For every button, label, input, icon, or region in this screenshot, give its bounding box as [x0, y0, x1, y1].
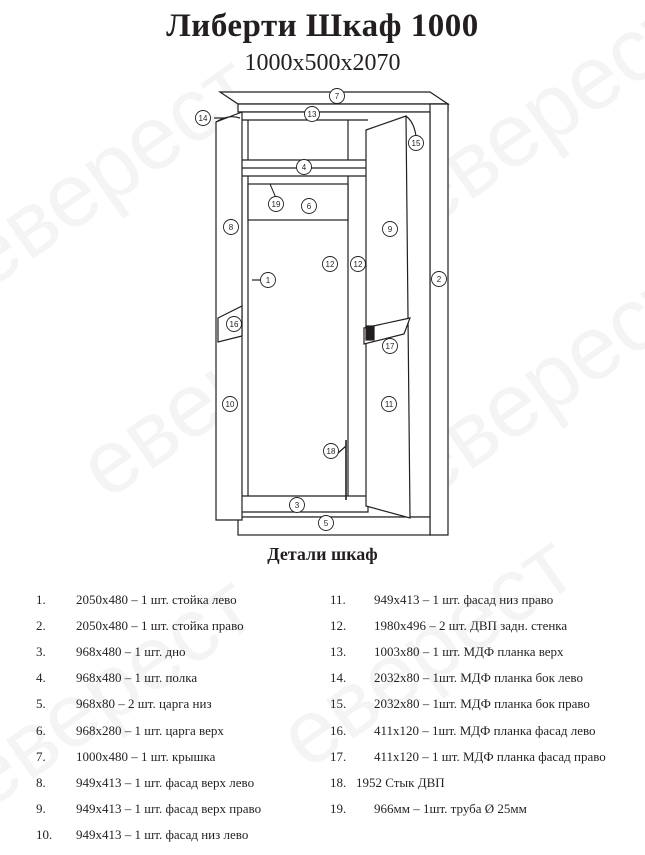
- part-description: 2050x480 – 1 шт. стойка право: [76, 618, 244, 634]
- part-description: 949x413 – 1 шт. фасад верх право: [76, 800, 262, 816]
- part-description: 2050x480 – 1 шт. стойка лево: [76, 592, 237, 607]
- upper-rail: [248, 184, 348, 220]
- part-description: 1003x80 – 1 шт. МДФ планка верх: [374, 644, 564, 660]
- part-number: 10.: [36, 826, 53, 842]
- callout-label: 8: [228, 223, 234, 232]
- part-description: 968x480 – 1 шт. дно: [76, 644, 186, 660]
- callout-label: 1: [265, 276, 271, 285]
- part-description: 1980x496 – 2 шт. ДВП задн. стенка: [374, 618, 568, 634]
- callout-label: 7: [334, 92, 340, 101]
- callout-label: 10: [225, 400, 235, 409]
- callout-label: 11: [384, 400, 394, 409]
- part-number: 4.: [36, 670, 46, 686]
- part-description: 411x120 – 1шт. МДФ планка фасад лево: [374, 722, 596, 738]
- part-number: 6.: [36, 722, 46, 738]
- part-description: 2032x80 – 1шт. МДФ планка бок право: [374, 696, 590, 712]
- part-number: 11.: [330, 592, 346, 607]
- part-number: 17.: [330, 748, 347, 764]
- part-description: 968x280 – 1 шт. царга верх: [76, 722, 224, 738]
- callout-label: 15: [411, 139, 421, 148]
- part-description: 2032x80 – 1шт. МДФ планка бок лево: [374, 670, 583, 686]
- callout-label: 16: [229, 320, 239, 329]
- part-number: 7.: [36, 748, 46, 764]
- callout-label: 18: [326, 447, 336, 456]
- part-description: 968x80 – 2 шт. царга низ: [76, 696, 212, 712]
- right-side-panel: [430, 104, 448, 535]
- part-number: 14.: [330, 670, 347, 686]
- parts-title: Детали шкаф: [267, 544, 378, 564]
- part-number: 9.: [36, 800, 46, 816]
- callout-label: 14: [198, 114, 208, 123]
- part-number: 12.: [330, 618, 347, 634]
- callout-label: 6: [306, 202, 312, 211]
- callout-label: 17: [385, 342, 395, 351]
- callout-label: 3: [294, 501, 300, 510]
- part-number: 16.: [330, 722, 347, 738]
- dimensions: 1000x500x2070: [244, 50, 401, 76]
- part-description: 949x413 – 1 шт. фасад низ лево: [76, 826, 249, 842]
- part-number: 15.: [330, 696, 347, 712]
- part-number: 18.: [330, 774, 347, 790]
- part-number: 13.: [330, 644, 347, 660]
- callout-label: 19: [271, 200, 281, 209]
- callout-label: 5: [323, 519, 329, 528]
- part-description: 949x413 – 1 шт. фасад верх лево: [76, 774, 255, 790]
- part-description: 966мм – 1шт. труба Ø 25мм: [374, 800, 527, 816]
- callout-label: 2: [436, 275, 442, 284]
- callout-label: 12: [325, 260, 335, 269]
- callout-label: 9: [387, 225, 393, 234]
- part-number: 19.: [330, 800, 347, 816]
- callout-label: 4: [301, 163, 307, 172]
- part-number: 8.: [36, 774, 46, 790]
- part-number: 3.: [36, 644, 46, 660]
- page-title: Либерти Шкаф 1000: [166, 8, 479, 44]
- plinth: [238, 517, 430, 535]
- callout-label: 13: [307, 110, 317, 119]
- callout-label: 12: [353, 260, 363, 269]
- part-description: 968x480 – 1 шт. полка: [76, 670, 198, 686]
- part-description: 949x413 – 1 шт. фасад низ право: [374, 592, 554, 607]
- part-description: 411x120 – 1 шт. МДФ планка фасад право: [374, 748, 606, 764]
- part-number: 2.: [36, 618, 46, 634]
- right-door: [366, 116, 410, 518]
- part-number: 1.: [36, 592, 46, 607]
- part-description: 1952 Стык ДВП: [356, 774, 445, 790]
- top-cap-front: [238, 104, 448, 112]
- part-number: 5.: [36, 696, 46, 712]
- part-description: 1000x480 – 1 шт. крышка: [76, 748, 216, 764]
